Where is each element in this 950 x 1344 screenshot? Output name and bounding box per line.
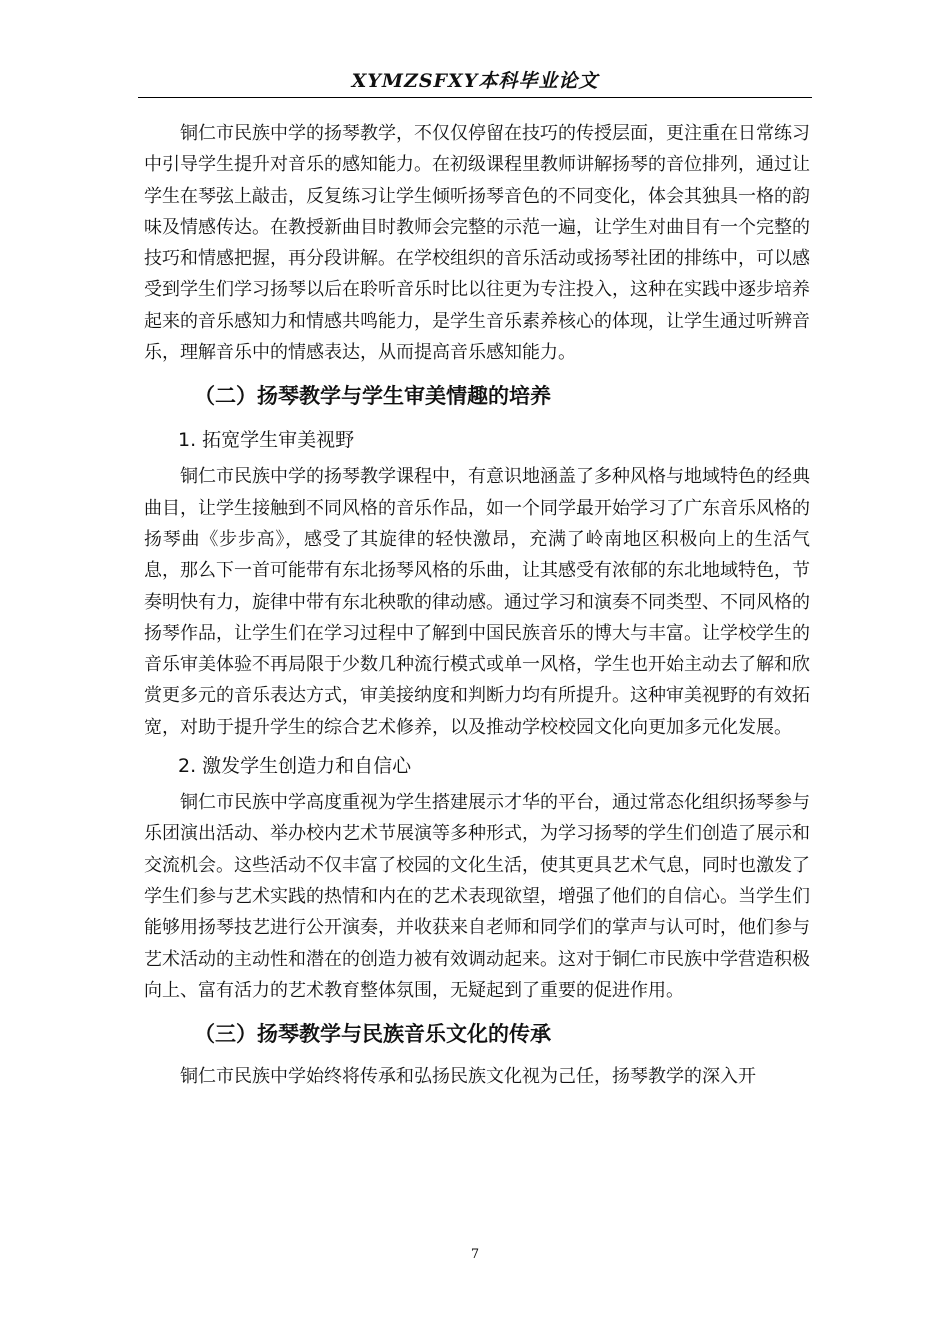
paragraph-creativity: 铜仁市民族中学高度重视为学生搭建展示才华的平台，通过常态化组织扬琴参与乐团演出活动、举办校内艺术节展演等多种形式，为学习扬琴的学生们创造了展示和交流机会。这些活动不仅丰富了校园的文化生活，使其更具艺术气息，同时也激发了学生们参与艺术实践的热情和内在的艺术表现欲望，增强了他们的自信心。当学生们能够用扬琴技艺进行公开演奏，并收获来自老师和同学们的掌声与认可时，他们参与艺术活动的主动性和潜在的创造力被有效调动起来。这对于铜仁市民族中学营造积极向上、富有活力的艺术教育整体氛围，无疑起到了重要的促进作用。	[144, 792, 810, 1001]
page-body	[144, 118, 810, 1092]
subsection-heading-creativity: 2. 激发学生创造力和自信心	[178, 755, 412, 778]
section-heading-aesthetic: （二）扬琴教学与学生审美情趣的培养	[194, 384, 551, 409]
section-heading-heritage: （三）扬琴教学与民族音乐文化的传承	[194, 1022, 551, 1047]
subsection-heading-broaden-vision: 1. 拓宽学生审美视野	[178, 429, 355, 452]
paragraph-heritage: 铜仁市民族中学始终将传承和弘扬民族文化视为己任，扬琴教学的深入开	[180, 1066, 756, 1088]
paragraph-music-perception: 铜仁市民族中学的扬琴教学，不仅仅停留在技巧的传授层面，更注重在日常练习中引导学生提升对音乐的感知能力。在初级课程里教师讲解扬琴的音位排列，通过让学生在琴弦上敲击，反复练习让学生倾听扬琴音色的不同变化，体会其独具一格的韵味及情感传达。在教授新曲目时教师会完整的示范一遍，让学生对曲目有一个完整的技巧和情感把握，再分段讲解。在学校组织的音乐活动或扬琴社团的排练中，可以感受到学生们学习扬琴以后在聆听音乐时比以往更为专注投入，这种在实践中逐步培养起来的音乐感知力和情感共鸣能力，是学生音乐素养核心的体现，让学生通过听辨音乐，理解音乐中的情感表达，从而提高音乐感知能力。	[144, 123, 810, 364]
header-rule	[138, 97, 812, 98]
running-header: XYMZSFXY本科毕业论文	[351, 70, 599, 92]
paragraph-broaden-vision: 铜仁市民族中学的扬琴教学课程中，有意识地涵盖了多种风格与地域特色的经典曲目，让学生接触到不同风格的音乐作品，如一个同学最开始学习了广东音乐风格的扬琴曲《步步高》，感受了其旋律的轻快激昂，充满了岭南地区积极向上的生活气息，那么下一首可能带有东北扬琴风格的乐曲，让其感受有浓郁的东北地域特色，节奏明快有力，旋律中带有东北秧歌的律动感。通过学习和演奏不同类型、不同风格的扬琴作品，让学生们在学习过程中了解到中国民族音乐的博大与丰富。让学校学生的音乐审美体验不再局限于少数几种流行模式或单一风格，学生也开始主动去了解和欣赏更多元的音乐表达方式，审美接纳度和判断力均有所提升。这种审美视野的有效拓宽，对助于提升学生的综合艺术修养，以及推动学校校园文化向更加多元化发展。	[144, 466, 810, 738]
page-number: 7	[470, 1247, 480, 1262]
